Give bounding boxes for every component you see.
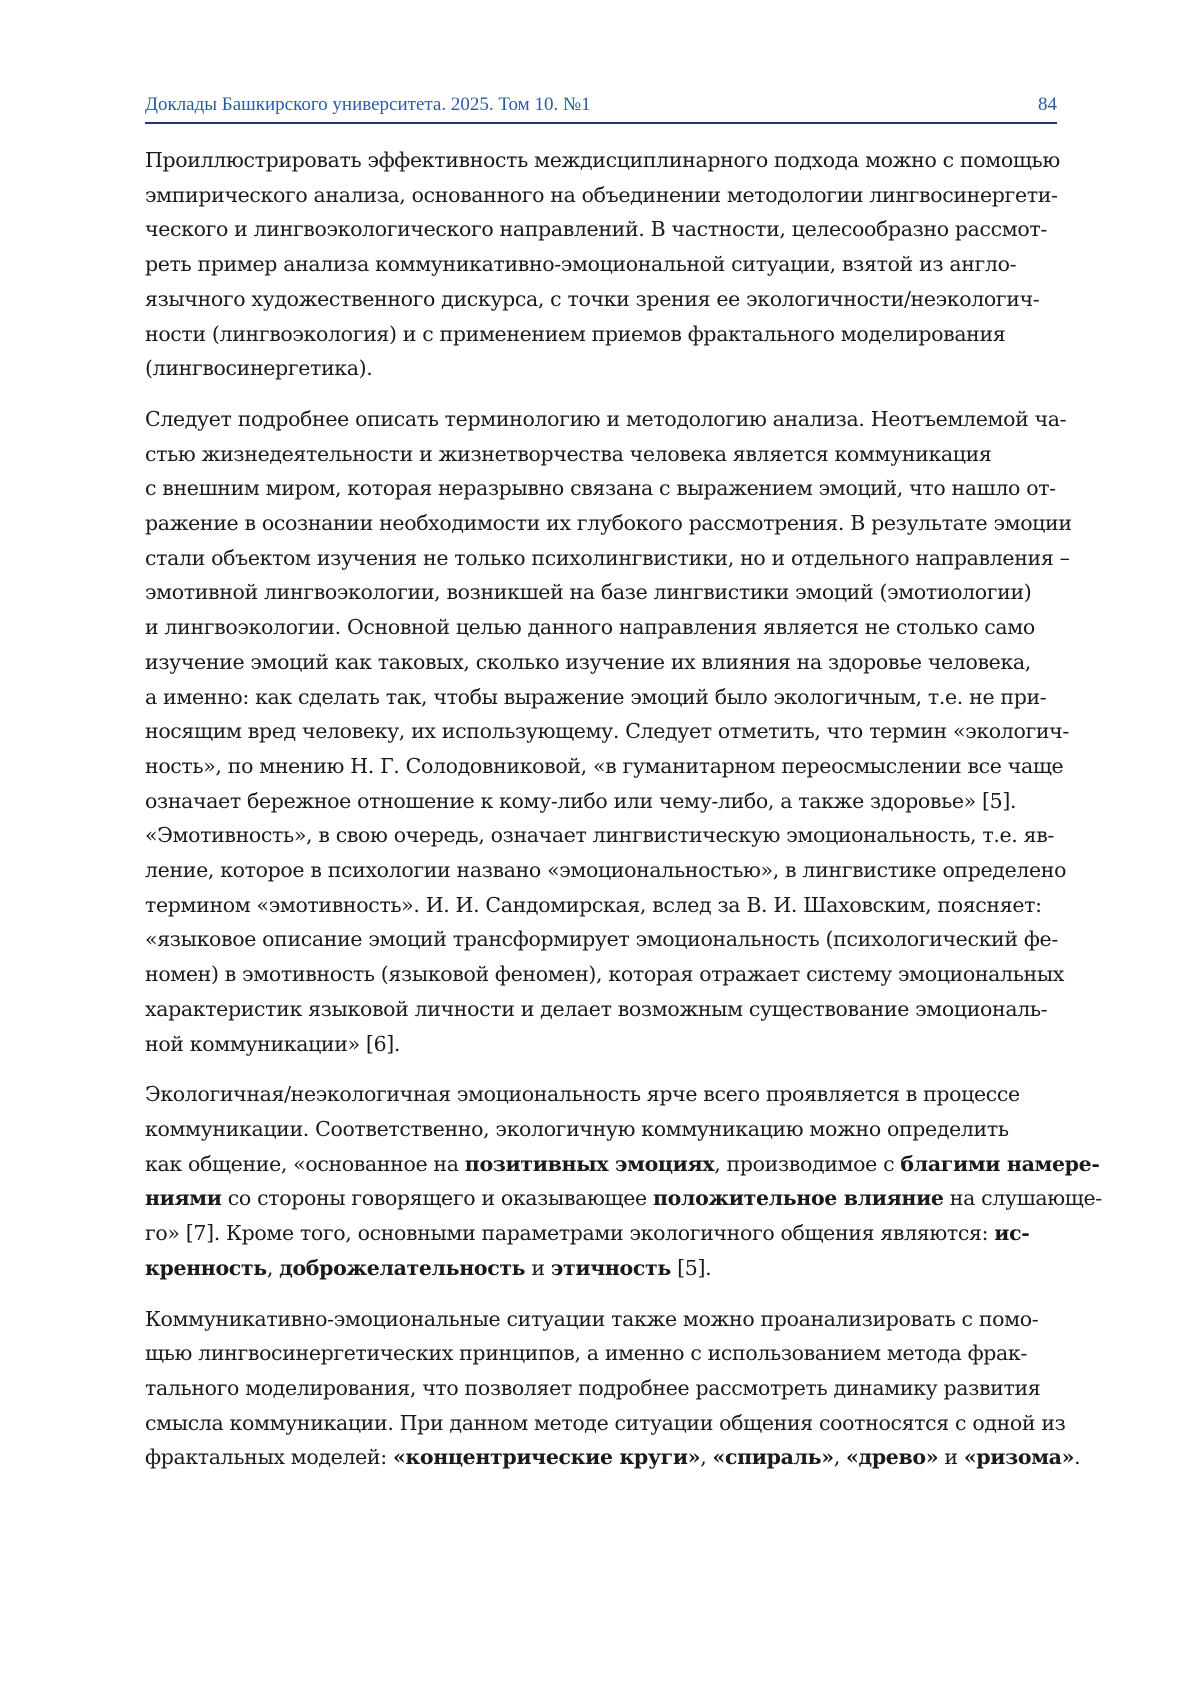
text-line: стали объектом изучения не только психолингвистики, но и отдельного направления – — [145, 541, 1065, 576]
text-line: и лингвоэкологии. Основной целью данного направления является не столько само — [145, 610, 1065, 645]
emphasis-positive-emotions: позитивных эмоциях — [465, 1152, 714, 1176]
emphasis-sincerity-cont: кренность — [145, 1256, 267, 1280]
emphasis-spiral: «спираль» — [713, 1445, 834, 1469]
text-line: носящим вред человеку, их использующему. Следует отметить, что термин «экологич- — [145, 714, 1065, 749]
text-run: на слушающе- — [944, 1186, 1102, 1210]
text-run: и — [525, 1256, 551, 1280]
text-line: Коммуникативно-эмоциональные ситуации также можно проанализировать с помо- — [145, 1302, 1065, 1337]
text-line — [145, 1181, 1065, 1216]
page-header — [145, 92, 1057, 124]
text-line: «языковое описание эмоций трансформирует эмоциональность (психологический фе- — [145, 922, 1065, 957]
text-line: ление, которое в психологии названо «эмоциональностью», в лингвистике определено — [145, 853, 1065, 888]
text-run: [5]. — [671, 1256, 711, 1280]
text-line — [145, 1251, 1065, 1286]
text-line: стью жизнедеятельности и жизнетворчества человека является коммуникация — [145, 437, 1065, 472]
journal-title: Доклады Башкирского университета. 2025. Том 10. №1 — [145, 94, 591, 116]
emphasis-benevolence: доброжелательность — [279, 1256, 525, 1280]
text-line: щью лингвосинергетических принципов, а именно с использованием метода фрак- — [145, 1336, 1065, 1371]
emphasis-tree: «древо» — [846, 1445, 938, 1469]
text-line: ной коммуникации» [6]. — [145, 1027, 1065, 1062]
emphasis-good-intentions: благими намере- — [900, 1152, 1099, 1176]
text-run: , — [700, 1445, 712, 1469]
emphasis-good-intentions-cont: ниями — [145, 1186, 222, 1210]
text-line: «Эмотивность», в свою очередь, означает лингвистическую эмоциональность, т.е. яв- — [145, 818, 1065, 853]
paragraph-3 — [145, 1077, 1065, 1285]
text-line: а именно: как сделать так, чтобы выражение эмоций было экологичным, т.е. не при- — [145, 680, 1065, 715]
text-run: фрактальных моделей: — [145, 1445, 393, 1469]
paragraph-4 — [145, 1302, 1065, 1476]
emphasis-ethics: этичность — [551, 1256, 671, 1280]
emphasis-concentric-circles: «концентрические круги» — [393, 1445, 700, 1469]
text-line — [145, 1440, 1065, 1475]
text-line: ражение в осознании необходимости их глубокого рассмотрения. В результате эмоции — [145, 506, 1065, 541]
text-run: , — [834, 1445, 846, 1469]
text-line: эмпирического анализа, основанного на объединении методологии лингвосинергети- — [145, 178, 1065, 213]
article-body — [145, 143, 1065, 1491]
text-run: как общение, «основанное на — [145, 1152, 465, 1176]
emphasis-rhizome: «ризома» — [964, 1445, 1074, 1469]
text-line: изучение эмоций как таковых, сколько изучение их влияния на здоровье человека, — [145, 645, 1065, 680]
text-line: ность», по мнению Н. Г. Солодовниковой, «в гуманитарном переосмыслении все чаще — [145, 749, 1065, 784]
text-line: означает бережное отношение к кому-либо или чему-либо, а также здоровье» [5]. — [145, 784, 1065, 819]
text-run: . — [1074, 1445, 1080, 1469]
text-run: го» [7]. Кроме того, основными параметрами экологичного общения являются: — [145, 1221, 994, 1245]
text-line: Следует подробнее описать терминологию и методологию анализа. Неотъемлемой ча- — [145, 402, 1065, 437]
text-line: реть пример анализа коммуникативно-эмоциональной ситуации, взятой из англо- — [145, 247, 1065, 282]
paragraph-1 — [145, 143, 1065, 386]
text-line: с внешним миром, которая неразрывно связана с выражением эмоций, что нашло от- — [145, 471, 1065, 506]
text-line: Проиллюстрировать эффективность междисциплинарного подхода можно с помощью — [145, 143, 1065, 178]
page-number: 84 — [1038, 94, 1057, 116]
text-line: термином «эмотивность». И. И. Сандомирская, вслед за В. И. Шаховским, поясняет: — [145, 888, 1065, 923]
paragraph-2 — [145, 402, 1065, 1061]
text-line: тального моделирования, что позволяет подробнее рассмотреть динамику развития — [145, 1371, 1065, 1406]
text-line: язычного художественного дискурса, с точки зрения ее экологичности/неэкологич- — [145, 282, 1065, 317]
text-run: со стороны говорящего и оказывающее — [222, 1186, 653, 1210]
text-line: (лингвосинергетика). — [145, 351, 1065, 386]
emphasis-sincerity: ис- — [994, 1221, 1029, 1245]
text-line: характеристик языковой личности и делает возможным существование эмоциональ- — [145, 992, 1065, 1027]
text-line: коммуникации. Соответственно, экологичную коммуникацию можно определить — [145, 1112, 1065, 1147]
text-line — [145, 1216, 1065, 1251]
emphasis-positive-influence: положительное влияние — [653, 1186, 944, 1210]
text-line: эмотивной лингвоэкологии, возникшей на базе лингвистики эмоций (эмотиологии) — [145, 575, 1065, 610]
text-run: , производимое с — [714, 1152, 900, 1176]
text-line: смысла коммуникации. При данном методе ситуации общения соотносятся с одной из — [145, 1406, 1065, 1441]
text-line: ческого и лингвоэкологического направлений. В частности, целесообразно рассмот- — [145, 212, 1065, 247]
text-run: и — [938, 1445, 964, 1469]
text-line: Экологичная/неэкологичная эмоциональность ярче всего проявляется в процессе — [145, 1077, 1065, 1112]
text-run: , — [267, 1256, 279, 1280]
text-line: номен) в эмотивность (языковой феномен), которая отражает систему эмоциональных — [145, 957, 1065, 992]
text-line: ности (лингвоэкология) и с применением приемов фрактального моделирования — [145, 317, 1065, 352]
text-line — [145, 1147, 1065, 1182]
